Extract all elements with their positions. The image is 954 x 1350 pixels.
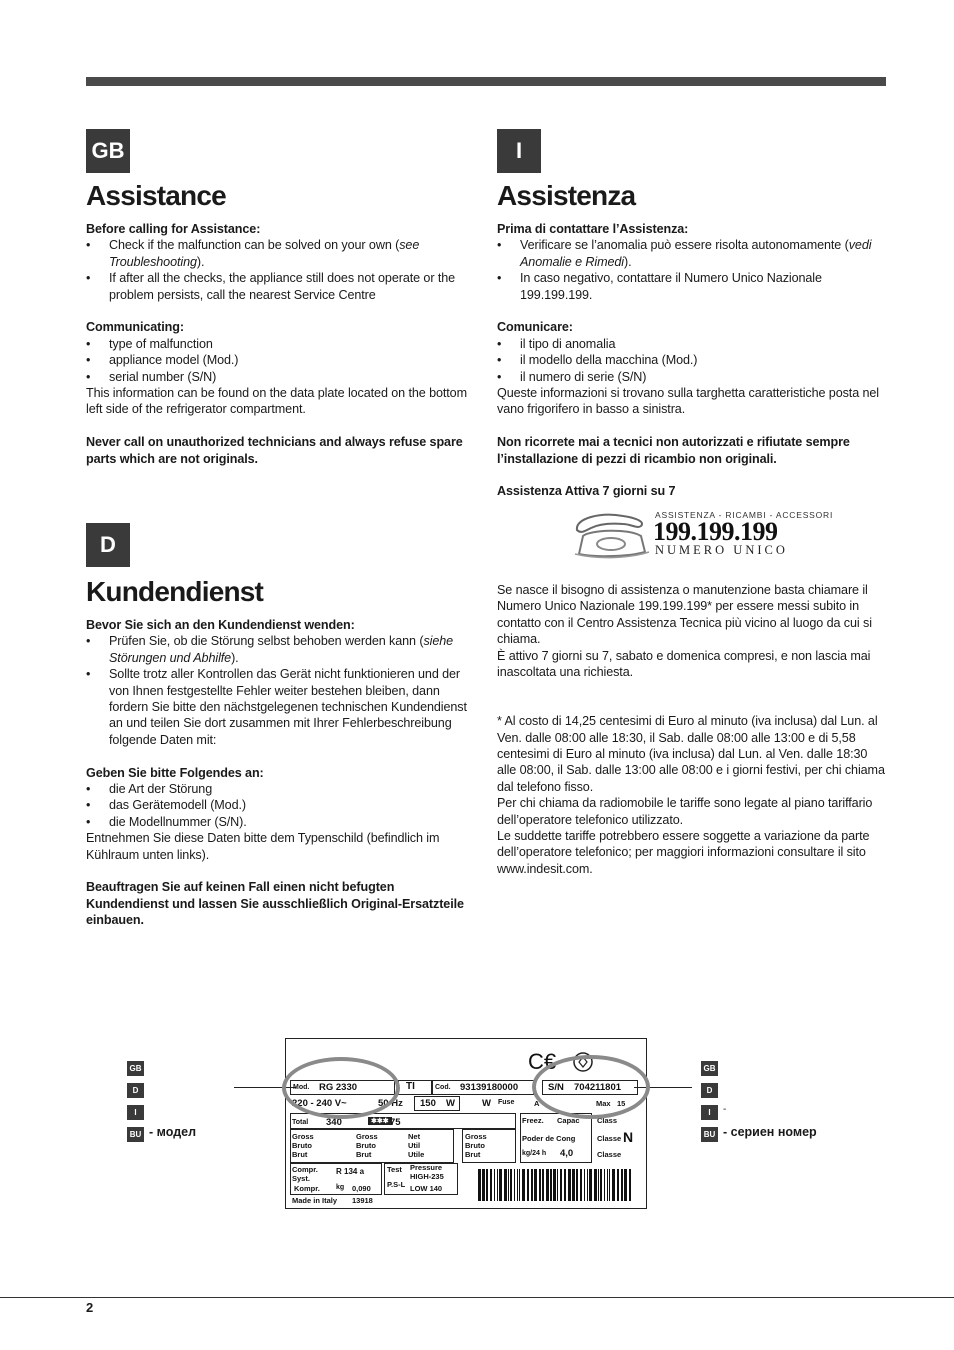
fuse-unit: A <box>534 1099 540 1108</box>
gross-label: Gross Bruto Brut <box>292 1132 314 1159</box>
logo-number: 199.199.199 <box>653 517 778 546</box>
barcode-bar <box>584 1169 585 1201</box>
it-paragraph: Per chi chiama da radiomobile le tariffe sono legate al piano tariffario dell’operatore telefonico utilizzato. <box>497 796 873 827</box>
gb-comm-item: • appliance model (Mod.) <box>86 352 476 368</box>
de-comm-item: • die Modellnummer (S/N). <box>86 814 476 830</box>
barcode-bar <box>539 1169 541 1201</box>
de-comm-item: • die Art der Störung <box>86 781 476 797</box>
psl-label: P.S-L <box>387 1180 406 1189</box>
it-comm-item: • il modello della macchina (Mod.) <box>497 352 889 368</box>
classe-label: Classe <box>597 1134 622 1143</box>
it-warning: Non ricorrete mai a tecnici non autorizzati e rifiutate sempre l’installazione di pezzi di ricambio non originali. <box>497 435 850 466</box>
gross-label-3: Gross Bruto Brut <box>465 1132 487 1159</box>
it-info-text <box>497 582 889 877</box>
barcode-bar <box>527 1169 529 1201</box>
gross-label-2: Gross Bruto Brut <box>356 1132 378 1159</box>
total-label: Total <box>292 1119 309 1126</box>
sn-label: S/N <box>548 1082 564 1093</box>
de-section <box>86 617 476 929</box>
barcode-bar <box>624 1169 627 1201</box>
barcode-bar <box>550 1169 552 1201</box>
barcode-bar <box>478 1169 481 1201</box>
barcode-bar <box>568 1169 571 1201</box>
barcode-bar <box>564 1169 566 1201</box>
barcode-bar <box>508 1169 509 1201</box>
gb-language-badge: GB <box>86 129 130 173</box>
pressure-label: Pressure <box>410 1163 443 1172</box>
barcode-bar <box>600 1169 602 1201</box>
gb-before-item: • Check if the malfunction can be solved on your own (see Troubleshooting). <box>86 237 476 270</box>
numero-unico-logo <box>571 508 834 560</box>
barcode-bar <box>519 1169 520 1201</box>
kg-label: kg <box>336 1184 345 1191</box>
barcode-bar <box>522 1169 525 1201</box>
gb-before-heading: Before calling for Assistance: <box>86 222 261 236</box>
telephone-icon <box>571 508 651 560</box>
kompr-label: Kompr. <box>294 1184 320 1193</box>
de-title: Kundendienst <box>86 576 264 607</box>
it-language-badge: I <box>497 129 541 173</box>
barcode-bar <box>598 1169 599 1201</box>
max-label: Max <box>596 1099 611 1108</box>
barcode-bar <box>560 1169 562 1201</box>
it-comm-heading: Comunicare: <box>497 320 573 335</box>
made-code: 13918 <box>352 1196 373 1205</box>
barcode <box>476 1167 636 1203</box>
classe-label-2: Classe <box>597 1150 622 1159</box>
pressure-low-value: LOW 140 <box>410 1184 443 1193</box>
cod-label: Cod. <box>435 1084 451 1091</box>
barcode-bar <box>494 1169 495 1201</box>
legend-badge-gb: GB <box>701 1061 718 1076</box>
compr-label: Compr. Syst. <box>292 1165 318 1183</box>
barcode-bar <box>482 1169 485 1201</box>
it-paragraph: È attivo 7 giorni su 7, sabato e domenica compresi, e non lascia mai inascoltata una richiesta. <box>497 648 871 680</box>
barcode-bar <box>609 1169 610 1201</box>
barcode-bar <box>534 1169 537 1201</box>
model-value: RG 2330 <box>319 1082 358 1093</box>
power-value: 150 <box>420 1098 436 1109</box>
legend-badge-i: I <box>127 1105 144 1120</box>
kg24-label: kg/24 h <box>522 1150 547 1157</box>
barcode-bar <box>589 1169 592 1201</box>
barcode-bar <box>553 1169 556 1201</box>
it-comm-item: • il tipo di anomalia <box>497 336 889 352</box>
barcode-bar <box>542 1169 544 1201</box>
legend-model-label: - модел <box>149 1125 197 1139</box>
cod-value: 93139180000 <box>460 1082 519 1093</box>
barcode-bar <box>594 1169 597 1201</box>
it-active-heading: Assistenza Attiva 7 giorni su 7 <box>497 484 676 499</box>
mod-label: Mod. <box>293 1084 310 1091</box>
logo-tagline: ASSISTENZA - RICAMBI - ACCESSORI <box>655 510 834 520</box>
barcode-bar <box>621 1169 623 1201</box>
total-value: 340 <box>326 1117 342 1128</box>
gb-communicating-heading: Communicating: <box>86 320 184 335</box>
freezer-volume-value: 75 <box>390 1117 401 1128</box>
legend-badge-gb: GB <box>127 1061 144 1076</box>
gb-comm-note: This information can be found on the data plate located on the bottom left side of the refrigerator compartment. <box>86 386 467 417</box>
max-value: 15 <box>617 1099 626 1108</box>
it-title: Assistenza <box>497 180 636 211</box>
serial-highlight-ring <box>532 1055 650 1119</box>
ce-mark-icon: C€ <box>528 1049 557 1074</box>
ti-label: TI <box>406 1081 415 1092</box>
legend-badge-i: I <box>701 1105 718 1120</box>
de-language-badge: D <box>86 523 130 567</box>
refrigerant-value: R 134 a <box>336 1167 365 1176</box>
barcode-bar <box>486 1169 488 1201</box>
fuse-label: Fuse <box>498 1099 515 1106</box>
barcode-bar <box>587 1169 588 1201</box>
freezer-star-icon: ✱✱✱ <box>368 1117 392 1125</box>
poder-label: Poder de Cong <box>522 1134 576 1143</box>
pressure-high-value: HIGH-235 <box>410 1172 444 1181</box>
top-rule <box>86 77 886 86</box>
barcode-bar <box>604 1169 605 1201</box>
it-before-heading: Prima di contattare l’Assistenza: <box>497 222 689 236</box>
gb-title: Assistance <box>86 180 226 211</box>
it-section <box>497 221 889 500</box>
it-before-item: • In caso negativo, contattare il Numero Unico Nazionale 199.199.199. <box>497 270 889 303</box>
barcode-bar <box>576 1169 578 1201</box>
test-label: Test <box>387 1165 402 1174</box>
gb-section <box>86 221 476 467</box>
it-comm-note: Queste informazioni si trovano sulla targhetta caratteristiche posta nel vano frigorifero in basso a sinistra. <box>497 386 880 417</box>
de-comm-note: Entnehmen Sie diese Daten bitte dem Typenschild (befindlich im Kühlraum unten links). <box>86 831 440 862</box>
it-comm-item: • il numero di serie (S/N) <box>497 369 889 385</box>
freez-label: Freez. <box>522 1116 544 1125</box>
legend-serial-label: - сериен номер <box>723 1125 817 1139</box>
gb-comm-item: • serial number (S/N) <box>86 369 476 385</box>
de-before-item: • Sollte trotz aller Kontrollen das Gerät nicht funktionieren und der von Ihnen festgestellte Fehler weiter bestehen bleiben, dann fordern Sie bitte den nächstgelegenen technischen Kundendienst an und teilen Sie dort zusammen mit Ihrer Fehlerbeschreibung folgende Daten mit: <box>86 666 476 748</box>
climate-class-value: N <box>623 1129 634 1145</box>
barcode-bar <box>531 1169 533 1201</box>
capac-label: Capac <box>557 1116 580 1125</box>
it-paragraph: Se nasce il bisogno di assistenza o manutenzione basta chiamare il Numero Unico Nazionale 199.199.199* per essere messi subito in contatto con il Centro Assistenza Tecnica più vicino al luogo da cui si chiama. <box>497 583 872 647</box>
net-label: Net Util Utile <box>408 1132 425 1159</box>
page-number: 2 <box>86 1300 94 1315</box>
de-warning: Beauftragen Sie auf keinen Fall einen nicht befugten Kundendienst und lassen Sie ausschließlich Original-Ersatzteile einbauen. <box>86 880 464 928</box>
barcode-bar <box>497 1169 498 1201</box>
barcode-bar <box>607 1169 608 1201</box>
barcode-bar <box>517 1169 518 1201</box>
it-footnote: * Al costo di 14,25 centesimi di Euro al minuto (iva inclusa) dal Lun. al Ven. dalle 08:00 alle 18:30, il Sab. dalle 08:00 alle 13:00 e di 5,58 centesimi di Euro al minuto (iva inclusa) dal Lun. al Ven. dalle 18:30 alle 08:00, il Sab. dalle 13:00 alle 08:00 e i giorni festivi, per chi chiama dal telefono fisso. <box>497 714 885 794</box>
made-in-label: Made in Italy <box>292 1196 338 1205</box>
refrigerant-kg-value: 0,090 <box>352 1184 371 1193</box>
logo-subtitle: NUMERO UNICO <box>655 543 788 557</box>
barcode-bar <box>510 1169 512 1201</box>
de-before-heading: Bevor Sie sich an den Kundendienst wenden: <box>86 618 355 632</box>
barcode-bar <box>572 1169 575 1201</box>
footer-rule <box>0 1297 954 1298</box>
model-highlight-ring <box>282 1057 400 1119</box>
serial-value: 704211801 <box>574 1082 622 1093</box>
class-label: Class <box>597 1116 618 1125</box>
legend-badge-bu: BU <box>127 1127 144 1142</box>
barcode-bar <box>546 1169 549 1201</box>
barcode-bar <box>490 1169 492 1201</box>
barcode-bar <box>617 1169 619 1201</box>
frequency-value: 50 Hz <box>378 1098 403 1109</box>
gb-comm-item: • type of malfunction <box>86 336 476 352</box>
legend-dash: - <box>723 1104 727 1115</box>
de-comm-heading: Geben Sie bitte Folgendes an: <box>86 765 264 780</box>
de-before-item: • Prüfen Sie, ob die Störung selbst behoben werden kann (siehe Störungen und Abhilfe). <box>86 633 476 666</box>
barcode-bar <box>514 1169 515 1201</box>
barcode-bar <box>580 1169 582 1201</box>
gb-before-item: • If after all the checks, the appliance still does not operate or the problem persists, call the nearest Service Centre <box>86 270 476 303</box>
ti-box <box>398 1080 432 1095</box>
freezing-capacity-value: 4,0 <box>560 1148 574 1159</box>
data-plate <box>285 1038 647 1209</box>
legend-badge-bu: BU <box>701 1127 718 1142</box>
barcode-bar <box>612 1169 615 1201</box>
barcode-bar <box>629 1169 631 1201</box>
barcode-bar <box>499 1169 502 1201</box>
gb-warning: Never call on unauthorized technicians and always refuse spare parts which are not originals. <box>86 435 463 466</box>
it-before-item: • Verificare se l’anomalia può essere risolta autonomamente (vedi Anomalie e Rimedi). <box>497 237 889 270</box>
legend-badge-d: D <box>127 1083 144 1098</box>
defrost-power-unit: W <box>482 1098 491 1109</box>
barcode-bar <box>504 1169 507 1201</box>
power-unit: W <box>446 1098 455 1109</box>
de-comm-item: • das Gerätemodell (Mod.) <box>86 797 476 813</box>
barcode-bar <box>557 1169 558 1201</box>
voltage-value: 220 - 240 V~ <box>292 1098 347 1109</box>
legend-badge-d: D <box>701 1083 718 1098</box>
it-paragraph: Le suddette tariffe potrebbero essere soggette a variazione da parte dell’operatore telefonico; per maggiori informazioni consultare il sito www.indesit.com. <box>497 829 870 876</box>
